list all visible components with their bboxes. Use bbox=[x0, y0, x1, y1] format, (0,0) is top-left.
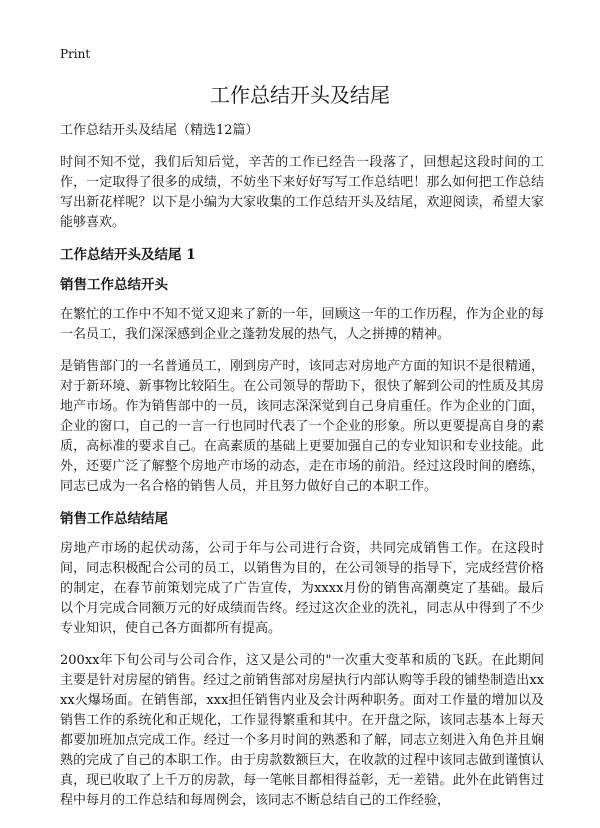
document-body bbox=[60, 122, 544, 823]
opening-heading: 销售工作总结开头 bbox=[60, 277, 168, 293]
document-subtitle: 工作总结开头及结尾（精选12篇） bbox=[60, 123, 259, 138]
opening-paragraph-1: 在繁忙的工作中不知不觉又迎来了新的一年，回顾这一年的工作历程，作为企业的每一名员工，我们深深感到企业之蓬勃发展的热气，人之拼搏的精神。 bbox=[60, 307, 544, 342]
closing-paragraph-2: 200xx年下旬公司与公司合作，这又是公司的"一次重大变革和质的飞跃。在此期间主要是针对房屋的销售。经过之前销售部对房屋执行内部认购等手段的铺垫制造出xxxx火爆场面。在销售部，xxx担任销售内业及会计两种职务。面对工作量的增加以及销售工作的系统化和正规化，工作显得繁重和其中。在开盘之际，该同志基本上每天都要加班加点完成工作。经过一个多月时间的熟悉和了解，同志立刻进入角色并且娴熟的完成了自己的本职工作。由于房款数额巨大，在收款的过程中该同志做到谨慎认真，现已收取了上千万的房款，每一笔帐目都相得益彰，无一差错。此外在此销售过程中每月的工作总结和每周例会，该同志不断总结自己的工作经验， bbox=[60, 653, 544, 808]
closing-paragraph-1: 房地产市场的起伏动荡，公司于年与公司进行合资，共同完成销售工作。在这段时间，同志积极配合公司的员工，以销售为目的，在公司领导的指导下，完成经营价格的制定，在春节前策划完成了广告宣传，为xxxx月份的销售高潮奠定了基础。最后以个月完成合同额万元的好成绩而告终。经过这次企业的洗礼，同志从中得到了不少专业知识，使自己各方面都所有提高。 bbox=[60, 541, 544, 636]
print-link[interactable]: Print bbox=[60, 47, 91, 61]
section-heading-1: 工作总结开头及结尾 1 bbox=[60, 247, 196, 263]
opening-paragraph-2: 是销售部门的一名普通员工，刚到房产时，该同志对房地产方面的知识不是很精通，对于新环境、新事物比较陌生。在公司领导的帮助下，很快了解到公司的性质及其房地产市场。作为销售部中的一员，该同志深深觉到自己身肩重任。作为企业的门面，企业的窗口，自己的一言一行也同时代表了一个企业的形象。所以更要提高自身的素质，高标准的要求自己。在高素质的基础上更要加强自己的专业知识和专业技能。此外，还要广泛了解整个房地产市场的动态，走在市场的前沿。经过这段时间的磨练，同志已成为一名合格的销售人员，并且努力做好自己的本职工作。 bbox=[60, 359, 544, 494]
document-title: 工作总结开头及结尾 bbox=[210, 83, 390, 107]
intro-paragraph: 时间不知不觉，我们后知后觉，辛苦的工作已经告一段落了，回想起这段时间的工作，一定取得了很多的成绩，不妨坐下来好好写写工作总结吧！那么如何把工作总结写出新花样呢？以下是小编为大家收集的工作总结开头及结尾，欢迎阅读，希望大家能够喜欢。 bbox=[60, 155, 544, 230]
closing-heading: 销售工作总结结尾 bbox=[60, 511, 168, 527]
